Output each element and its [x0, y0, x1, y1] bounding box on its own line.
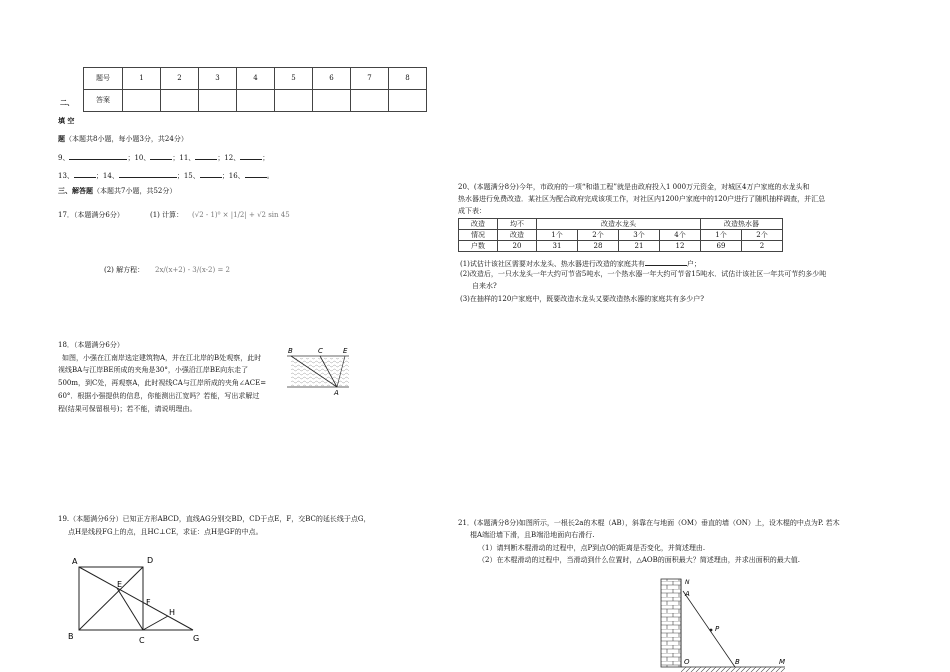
answer-table-number: 3	[199, 68, 237, 90]
q18-header: 18．（本题满分6分）	[58, 341, 124, 349]
label-m: M	[779, 658, 786, 666]
answer-table-header-label: 题号	[84, 68, 123, 90]
survey-table-cell: 12	[660, 241, 701, 252]
label-c: C	[139, 636, 145, 645]
q15-blank[interactable]	[200, 170, 222, 178]
ground-hatching	[681, 667, 785, 672]
label-h: H	[169, 608, 176, 617]
q17-part2-label: (2) 解方程：	[104, 266, 145, 274]
section3-title: 三、解答题	[58, 186, 93, 195]
diagonal-bd	[79, 567, 143, 630]
q20-sub1	[460, 258, 701, 269]
label-c: C	[318, 347, 323, 355]
survey-table-cell: 情况	[459, 230, 498, 241]
q11-label: ；11、	[172, 154, 196, 162]
survey-table-row	[459, 241, 783, 252]
stick-ab	[683, 591, 735, 667]
survey-table-cell: 1个	[537, 230, 578, 241]
answer-table-number: 7	[351, 68, 389, 90]
fill-blank-row-2	[58, 170, 274, 181]
q12-label: ；12、	[217, 154, 241, 162]
q18-line-5: 程(结果可保留根号)；若不能，请说明理由。	[58, 405, 197, 413]
section3-heading	[58, 187, 176, 196]
q18-line-4: 60°．根据小强提供的信息，你能测出江宽吗？若能，写出求解过	[58, 392, 260, 400]
survey-table-cell: 户数	[459, 241, 498, 252]
section2-title-a: 二、	[60, 98, 74, 107]
survey-table-cell: 改造	[498, 230, 537, 241]
q17-part1-expression: (√2 - 1)⁰ × |1/2| + √2 sin 45	[192, 211, 290, 219]
section2-note: （本题共8小题，每小题3分，共24分）	[65, 135, 188, 143]
label-b: B	[735, 658, 740, 666]
survey-table-cell: 改造热水器	[701, 219, 783, 230]
survey-table-cell: 1个	[701, 230, 742, 241]
q21-sub1: （1）请判断木棍滑动的过程中，点P到点O的距离是否变化，并简述理由.	[478, 544, 706, 552]
answer-cell[interactable]	[389, 90, 427, 112]
q9-blank[interactable]	[69, 152, 127, 160]
survey-table-cell: 20	[498, 241, 537, 252]
survey-table-row	[459, 230, 783, 241]
q17-part2-expression: 2x/(x+2) - 3/(x-2) = 2	[155, 266, 230, 274]
label-e: E	[117, 580, 123, 589]
survey-table-cell: 2	[742, 241, 783, 252]
row2-end: 。	[266, 172, 274, 180]
answer-cell[interactable]	[123, 90, 161, 112]
answer-table-row-label: 答案	[84, 90, 123, 112]
survey-table-cell: 31	[537, 241, 578, 252]
fill-blank-row-1	[58, 152, 269, 163]
q9-label: 9、	[58, 154, 70, 162]
answer-cell[interactable]	[161, 90, 199, 112]
q20-sub2-line-1: (2)改造后，一只水龙头一年大约可节省5吨水，一个热水器一年大约可节省15吨水．试估计该社区一年共可节约多少吨	[460, 270, 827, 278]
q14-label: ；14、	[95, 172, 119, 180]
q19-line-2: 点H是线段FG上的点，且HC⊥CE，求证：点H是GF的中点。	[68, 528, 263, 536]
q19-square-figure	[65, 553, 205, 648]
q20-line-1: 20、(本题满分8分)今年，市政府的一项“和谐工程”就是由政府投入1 000万元资金，对城区4万户家庭的水龙头和	[458, 183, 810, 191]
q19-line-1: 19.（本题满分6分）已知正方形ABCD，直线AG分别交BD，CD于点E，F，交BC的延长线于点G，	[58, 515, 371, 523]
answer-cell[interactable]	[351, 90, 389, 112]
label-f: F	[146, 598, 151, 607]
q21-sub2: （2）在木棍滑动的过程中，当滑动到什么位置时，△AOB的面积最大？简述理由，并求出面积的最大值.	[478, 556, 800, 564]
q20-sub1-text: (1)试估计该社区需要对水龙头、热水器进行改造的家庭共有	[460, 260, 645, 268]
survey-table	[458, 218, 783, 252]
q20-line-3: 成下表：	[458, 207, 486, 215]
section2-title-line	[58, 135, 188, 144]
survey-table-cell: 4个	[660, 230, 701, 241]
q10-blank[interactable]	[150, 152, 172, 160]
q20-sub3: (3)在抽样的120户家庭中，既要改造水龙头又要改造热水器的家庭共有多少户?	[460, 295, 705, 303]
q21-ladder-figure	[655, 573, 795, 672]
answer-table-number: 2	[161, 68, 199, 90]
label-e: E	[343, 347, 348, 355]
label-b: B	[68, 632, 74, 641]
answer-table-answer-row	[84, 90, 427, 112]
q13-label: 13、	[58, 172, 74, 180]
q20-sub1-end: 户；	[686, 260, 701, 268]
line-ag	[79, 567, 193, 630]
section2-title-b: 填 空	[58, 116, 75, 125]
answer-cell[interactable]	[275, 90, 313, 112]
section2-title-c: 题	[58, 134, 65, 143]
q18-river-figure	[285, 340, 355, 402]
q20-sub2-line-2: 自来水?	[472, 282, 497, 290]
label-b: B	[288, 347, 293, 355]
q12-blank[interactable]	[240, 152, 262, 160]
survey-table-cell: 28	[578, 241, 619, 252]
label-g: G	[193, 634, 200, 643]
answer-table-number: 4	[237, 68, 275, 90]
survey-table-row	[459, 219, 783, 230]
q13-blank[interactable]	[74, 170, 96, 178]
label-a: A	[72, 557, 78, 566]
label-p: P	[715, 625, 720, 633]
q18-line-1: 如图，小强在江南岸选定建筑物A，并在江北岸的B处观察，此时	[62, 354, 262, 362]
q21-line-2: 棍A端沿墙下滑，且B端沿地面向右滑行.	[470, 531, 595, 539]
row1-end: ；	[262, 154, 270, 162]
answer-table-number: 5	[275, 68, 313, 90]
answer-table-header-row	[84, 68, 427, 90]
q11-blank[interactable]	[195, 152, 217, 160]
q16-label: ；16、	[221, 172, 245, 180]
answer-cell[interactable]	[199, 90, 237, 112]
label-n: N	[685, 579, 690, 586]
q14-blank[interactable]	[119, 170, 177, 178]
survey-table-cell: 均不	[498, 219, 537, 230]
q17-header: 17．（本题满分6分）	[58, 211, 124, 219]
survey-table-cell: 2个	[742, 230, 783, 241]
brick-wall	[661, 579, 681, 667]
label-a: A	[334, 389, 339, 397]
segment-ch	[143, 616, 168, 630]
q15-label: ；15、	[176, 172, 200, 180]
survey-table-cell: 3个	[619, 230, 660, 241]
label-a: A	[685, 590, 690, 598]
survey-table-cell: 69	[701, 241, 742, 252]
q21-line-1: 21．(本题满分8分)如图所示，一根长2a的木棍（AB），斜靠在与地面（OM）垂直的墙（ON）上，设木棍的中点为P. 若木	[458, 519, 840, 527]
label-o: O	[684, 658, 690, 666]
q20-line-2: 热水器进行免费改造．某社区为配合政府完成该项工作，对社区内1200户家庭中的120户进行了随机抽样调查，并汇总	[458, 195, 826, 203]
survey-table-cell: 改造	[459, 219, 498, 230]
label-d: D	[147, 556, 154, 565]
answer-table	[83, 67, 427, 112]
q18-line-3: 500m，到C处，再观察A，此时视线CA与江岸所成的夹角∠ACE=	[58, 379, 267, 387]
answer-table-number: 6	[313, 68, 351, 90]
q20-sub1-blank[interactable]	[645, 258, 687, 266]
q16-blank[interactable]	[245, 170, 267, 178]
answer-cell[interactable]	[237, 90, 275, 112]
answer-table-number: 8	[389, 68, 427, 90]
midpoint-p	[710, 629, 713, 632]
section3-note: （本题共7小题，共52分）	[93, 187, 177, 195]
survey-table-cell: 2个	[578, 230, 619, 241]
q10-label: ；10、	[127, 154, 151, 162]
q17-part1-label: (1) 计算：	[150, 211, 184, 219]
answer-table-number: 1	[123, 68, 161, 90]
survey-table-cell: 21	[619, 241, 660, 252]
q18-line-2: 视线BA与江岸BE所成的夹角是30°，小强沿江岸BE向东走了	[58, 366, 249, 374]
answer-cell[interactable]	[313, 90, 351, 112]
survey-table-cell: 改造水龙头	[537, 219, 701, 230]
segment-ec	[117, 588, 143, 630]
